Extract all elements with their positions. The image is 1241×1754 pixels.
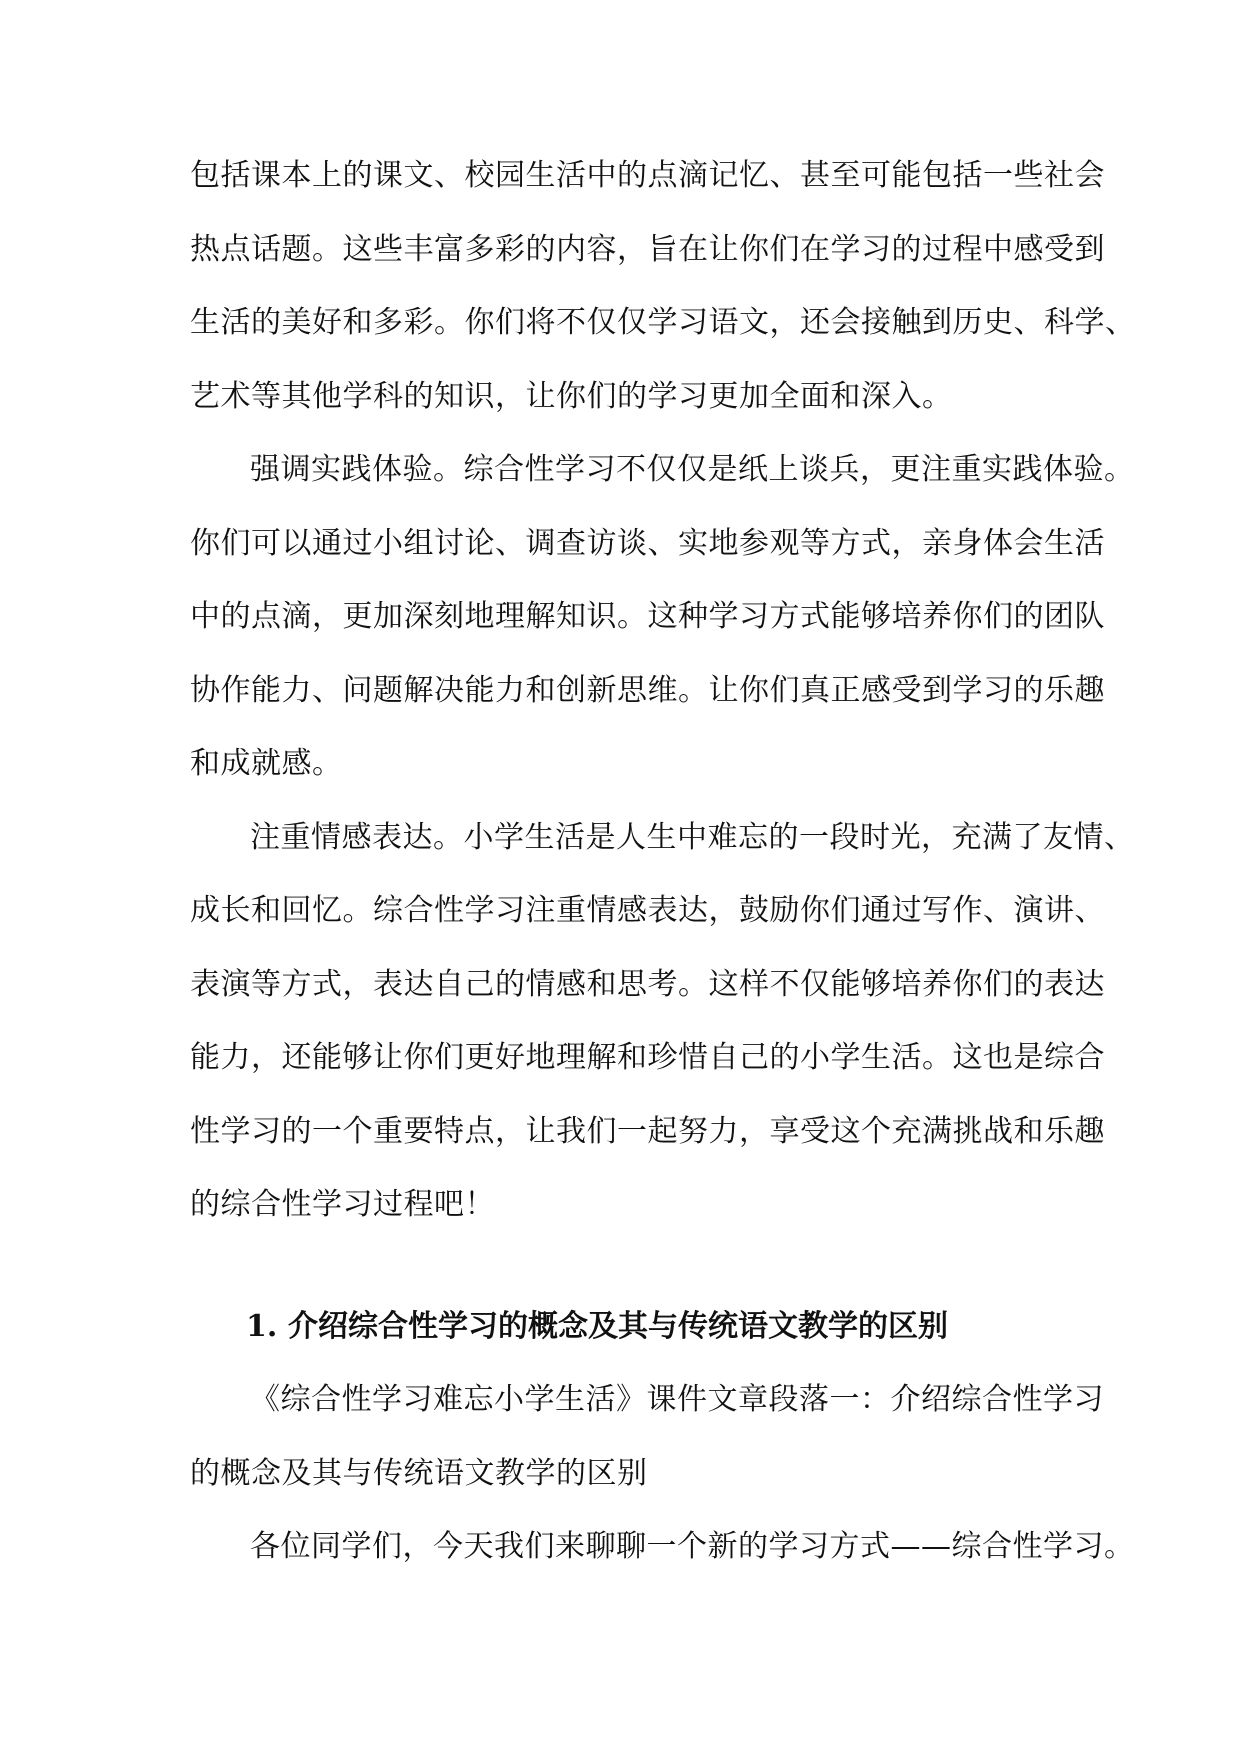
paragraph-practice <box>190 433 1135 801</box>
text-line: 的概念及其与传统语文教学的区别 <box>190 1455 648 1491</box>
text-line: 的综合性学习过程吧！ <box>190 1187 495 1222</box>
text-line: 注重情感表达。小学生活是人生中难忘的一段时光，充满了友情、 <box>250 819 1135 855</box>
paragraph-greeting <box>190 1510 1135 1584</box>
text-line: 强调实践体验。综合性学习不仅仅是纸上谈兵，更注重实践体验。 <box>250 452 1135 487</box>
text-line: 中的点滴，更加深刻地理解知识。这种学习方式能够培养你们的团队 <box>190 599 1105 634</box>
paragraph-intro-title <box>190 1363 1104 1510</box>
text-line: 成长和回忆。综合性学习注重情感表达，鼓励你们通过写作、演讲、 <box>190 893 1105 928</box>
text-line: 协作能力、问题解决能力和创新思维。让你们真正感受到学习的乐趣 <box>190 672 1105 708</box>
text-line: 性学习的一个重要特点，让我们一起努力，享受这个充满挑战和乐趣 <box>190 1113 1105 1149</box>
text-line: 你们可以通过小组讨论、调查访谈、实地参观等方式，亲身体会生活 <box>190 525 1105 561</box>
text-line: 表演等方式，表达自己的情感和思考。这样不仅能够培养你们的表达 <box>190 966 1105 1002</box>
paragraph-content-scope <box>190 139 1136 433</box>
text-line: 和成就感。 <box>190 746 343 781</box>
section-heading <box>190 1242 1062 1364</box>
text-line: 能力，还能够让你们更好地理解和珍惜自己的小学生活。这也是综合 <box>190 1040 1105 1075</box>
text-line: 热点话题。这些丰富多彩的内容，旨在让你们在学习的过程中感受到 <box>190 231 1105 267</box>
text-line: 包括课本上的课文、校园生活中的点滴记忆、甚至可能包括一些社会 <box>190 158 1105 193</box>
text-line: 生活的美好和多彩。你们将不仅仅学习语文，还会接触到历史、科学、 <box>190 305 1136 340</box>
document-body <box>190 139 1136 1584</box>
text-line: 艺术等其他学科的知识，让你们的学习更加全面和深入。 <box>190 378 953 414</box>
heading-text: 介绍综合性学习的概念及其与传统语文教学的区别 <box>288 1308 948 1344</box>
heading-number: 1. <box>246 1308 278 1344</box>
paragraph-emotion <box>190 801 1135 1242</box>
text-line: 各位同学们，今天我们来聊聊一个新的学习方式——综合性学习。 <box>250 1529 1135 1564</box>
text-line: 《综合性学习难忘小学生活》课件文章段落一：介绍综合性学习 <box>250 1382 1104 1417</box>
